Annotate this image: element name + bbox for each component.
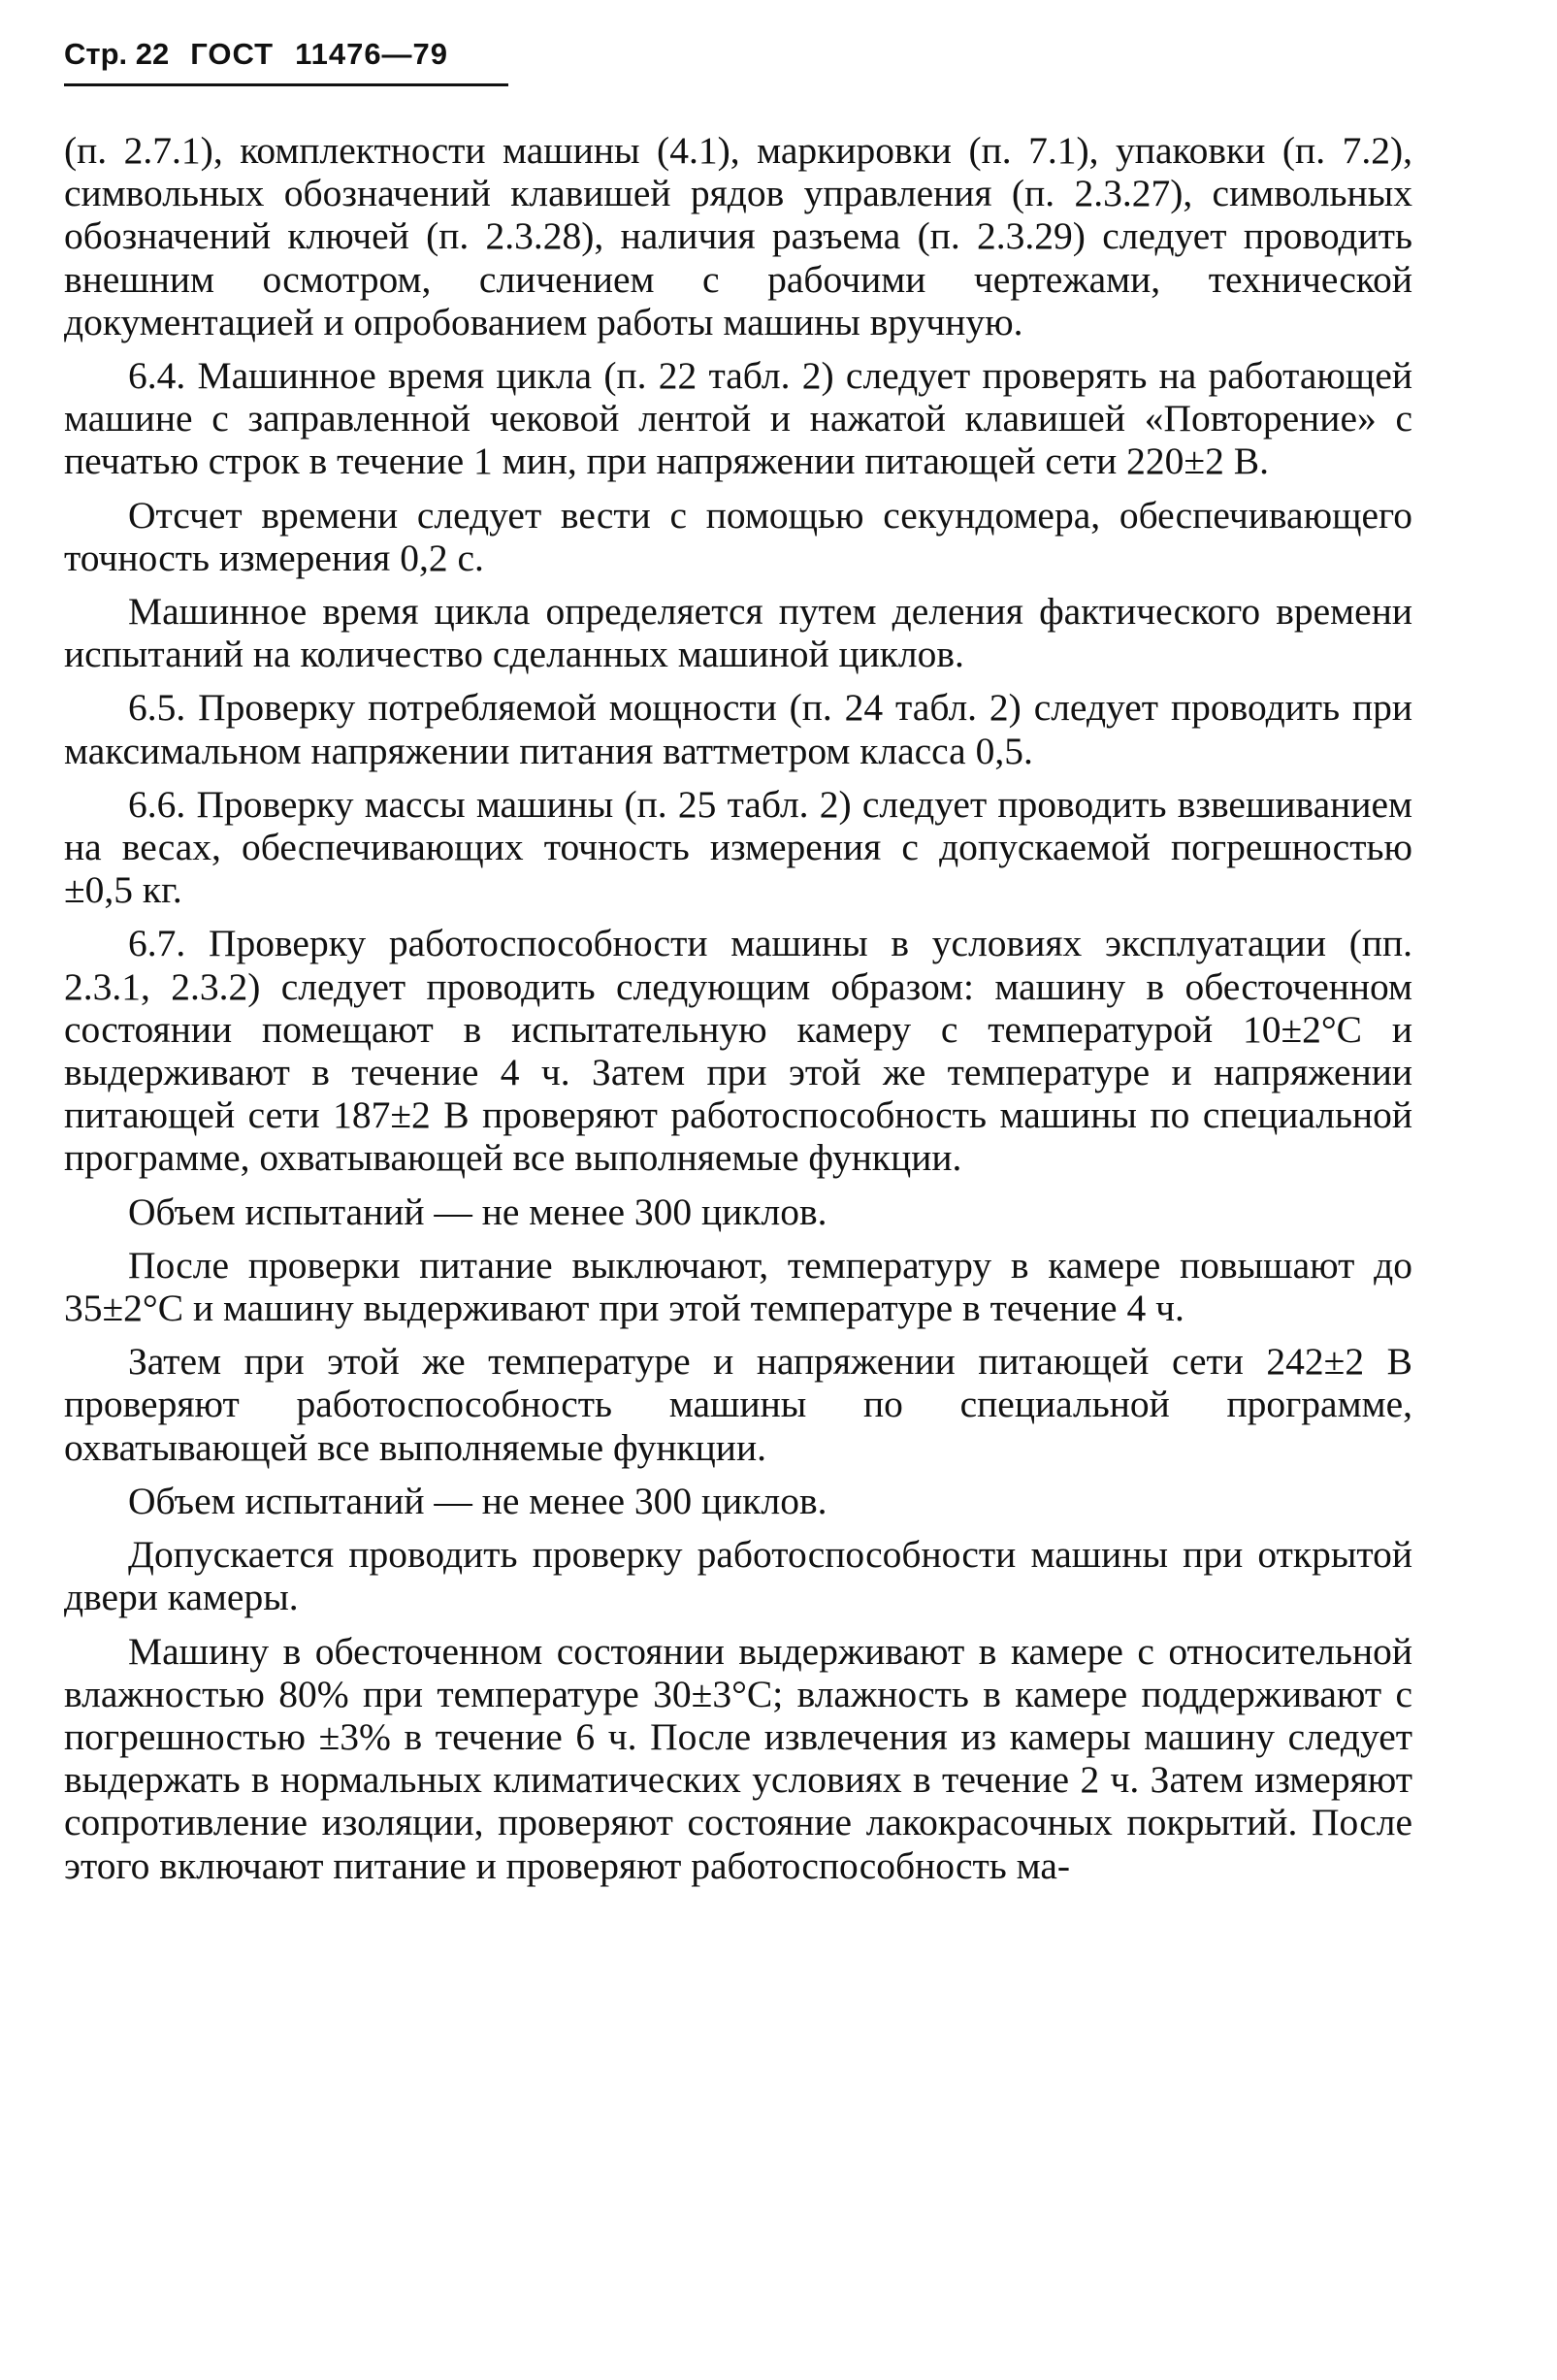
standard-number: 11476—79 [295,37,449,71]
paragraph: Допускается проводить проверку работоспособности машины при открытой двери камеры. [64,1533,1412,1619]
document-page [64,35,1412,1887]
paragraph: Машинное время цикла определяется путем деления фактического времени испытаний на количество сделанных машиной циклов. [64,590,1412,676]
document-body [64,129,1412,1887]
page-header [64,35,508,86]
paragraph: 6.7. Проверку работоспособности машины в условиях эксплуатации (пп. 2.3.1, 2.3.2) следует проводить следующим образом: машину в обесточенном состоянии помещают в испытательную камеру с температурой 10±2°С и выдерживают в течение 4 ч. Затем при этой же температуре и напряжении питающей сети 187±2 В проверяют работоспособность машины по специальной программе, охватывающей все выполняемые функции. [64,922,1412,1180]
paragraph: 6.5. Проверку потребляемой мощности (п. 24 табл. 2) следует проводить при максимальном напряжении питания ваттметром класса 0,5. [64,686,1412,772]
paragraph: 6.6. Проверку массы машины (п. 25 табл. 2) следует проводить взвешиванием на весах, обеспечивающих точность измерения с допускаемой погрешностью ±0,5 кг. [64,782,1412,912]
paragraph: После проверки питание выключают, температуру в камере повышают до 35±2°С и машину выдерживают при этой температуре в течение 4 ч. [64,1243,1412,1330]
paragraph: Затем при этой же температуре и напряжении питающей сети 242±2 В проверяют работоспособность машины по специальной программе, охватывающей все выполняемые функции. [64,1340,1412,1469]
standard-name: ГОСТ [190,37,275,71]
paragraph: (п. 2.7.1), комплектности машины (4.1), маркировки (п. 7.1), упаковки (п. 7.2), символьных обозначений клавишей рядов управления (п. 2.3.27), символьных обозначений ключей (п. 2.3.28), наличия разъема (п. 2.3.29) следует проводить внешним осмотром, сличением с рабочими чертежами, технической документацией и опробованием работы машины вручную. [64,129,1412,343]
paragraph: 6.4. Машинное время цикла (п. 22 табл. 2) следует проверять на работающей машине с заправленной чековой лентой и нажатой клавишей «Повторение» с печатью строк в течение 1 мин, при напряжении питающей сети 220±2 В. [64,354,1412,483]
paragraph: Объем испытаний — не менее 300 циклов. [128,1479,827,1522]
paragraph: Машину в обесточенном состоянии выдерживают в камере с относительной влажностью 80% при температуре 30±3°С; влажность в камере поддерживают с погрешностью ±3% в течение 6 ч. После извлечения из камеры машину следует выдержать в нормальных климатических условиях в течение 2 ч. Затем измеряют сопротивление изоляции, проверяют состояние лакокрасочных покрытий. После этого включают питание и проверяют работоспособность ма- [64,1629,1412,1887]
paragraph: Объем испытаний — не менее 300 циклов. [128,1190,827,1233]
page-number: Стр. 22 [64,37,170,71]
paragraph: Отсчет времени следует вести с помощью секундомера, обеспечивающего точность измерения 0,2 с. [64,493,1412,579]
